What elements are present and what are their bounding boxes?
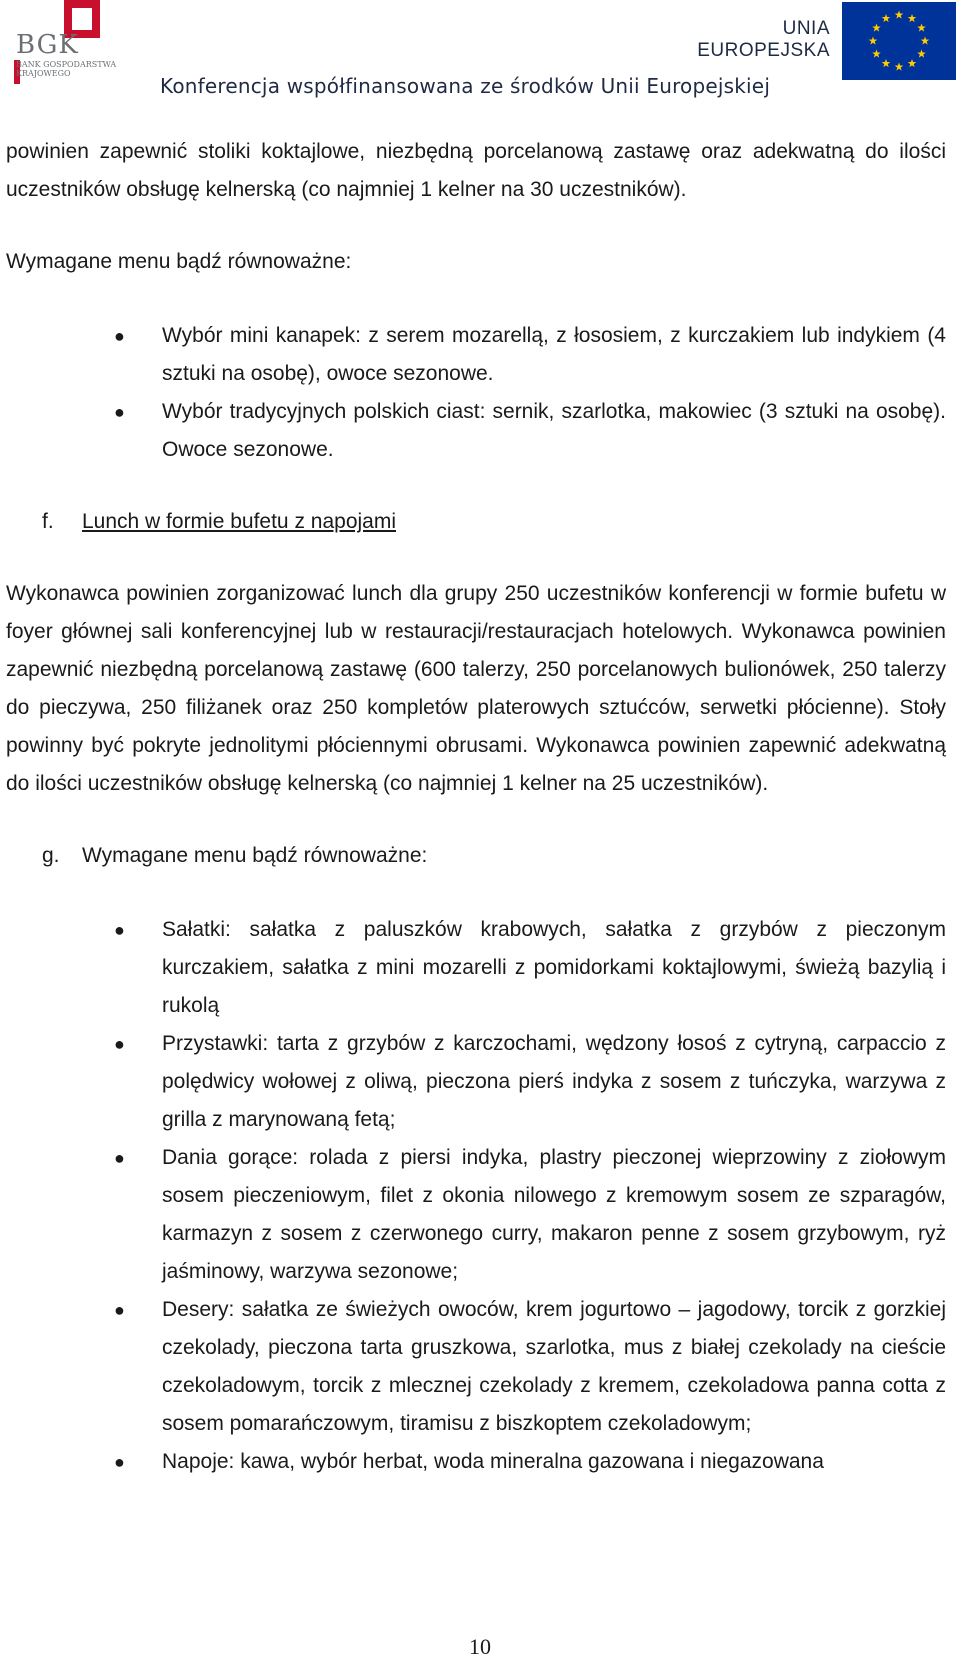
eu-logo-line-2: EUROPEJSKA — [697, 40, 830, 61]
section-g-letter: g. — [42, 844, 60, 867]
bullet-icon: ● — [114, 1148, 125, 1168]
list-item-text: Wybór tradycyjnych polskich ciast: sernik, szarlotka, makowiec (3 sztuki na osobę). Owoce sezonowe. — [162, 400, 946, 461]
list-item — [6, 1025, 946, 1139]
menu-heading: Wymagane menu bądź równoważne: — [6, 250, 352, 273]
bgk-logo-subtitle: BANK GOSPODARSTWA KRAJOWEGO — [16, 60, 117, 78]
list-item-text: Dania gorące: rolada z piersi indyka, plastry pieczonej wieprzowiny z ziołowym sosem pieczeniowym, filet z okonia nilowego z kremowym sosem ze szparagów, karmazyn z sosem z czerwonego curry, makaron penne z sosem grzybowym, ryż jaśminowy, warzywa sezonowe; — [162, 1146, 946, 1283]
section-g-heading — [6, 837, 946, 875]
page-header — [0, 0, 960, 105]
list-item-text: Wybór mini kanapek: z serem mozarellą, z łososiem, z kurczakiem lub indykiem (4 sztuki na osobę), owoce sezonowe. — [162, 324, 946, 385]
list-item — [6, 1139, 946, 1291]
section-f-heading — [6, 503, 946, 541]
list-item-text: Przystawki: tarta z grzybów z karczochami, wędzony łosoś z cytryną, carpaccio z polędwicy wołowej z oliwą, pieczona pierś indyka z sosem z tuńczyka, warzywa z grilla z marynowaną fetą; — [162, 1032, 946, 1131]
page-number: 10 — [469, 1634, 491, 1659]
bullet-icon: ● — [114, 1300, 125, 1320]
paragraph-lunch: Wykonawca powinien zorganizować lunch dla grupy 250 uczestników konferencji w formie bufetu w foyer głównej sali konferencyjnej lub w restauracji/restauracjach hotelowych. Wykonawca powinien zapewnić niezbędną porcelanową zastawę (600 talerzy, 250 porcelanowych bulionówek, 250 talerzy do pieczywa, 250 filiżanek oraz 250 kompletów platerowych sztućców, serwetki płócienne). Stoły powinny być pokryte jednolitymi płóciennymi obrusami. Wykonawca powinien zapewnić adekwatną do ilości uczestników obsługę kelnerską (co najmniej 1 kelner na 25 uczestników). — [6, 582, 946, 795]
list-item-text: Sałatki: sałatka z paluszków krabowych, sałatka z grzybów z pieczonym kurczakiem, sałatka z mini mozarelli z pomidorkami koktajlowymi, świeżą bazylią i rukolą — [162, 918, 946, 1017]
bgk-logo-mark-inner — [72, 8, 92, 30]
bgk-logo-name: BGK — [16, 30, 79, 60]
eu-logo-text — [697, 18, 830, 62]
document-body — [6, 133, 946, 1481]
section-g-title: Wymagane menu bądź równoważne: — [82, 844, 428, 867]
list-item-text: Desery: sałatka ze świeżych owoców, krem jogurtowo – jagodowy, torcik z gorzkiej czekolady, pieczona tarta gruszkowa, szarlotka, mus z białej czekolady na cieście czekoladowym, torcik z mlecznej czekolady z kremem, czekoladowa panna cotta z sosem pomarańczowym, tiramisu z biszkoptem czekoladowym; — [162, 1298, 946, 1435]
list-item — [6, 911, 946, 1025]
header-caption: Konferencja współfinansowana ze środków Unii Europejskiej — [160, 74, 771, 98]
section-f-letter: f. — [42, 510, 54, 533]
eu-logo-line-1: UNIA — [782, 18, 830, 39]
list-item — [6, 1443, 946, 1481]
list-item-text: Napoje: kawa, wybór herbat, woda mineralna gazowana i niegazowana — [162, 1450, 824, 1473]
bullet-icon: ● — [114, 920, 125, 940]
menu-list-coffee — [6, 317, 946, 469]
list-item — [6, 393, 946, 469]
bullet-icon: ● — [114, 1452, 125, 1472]
eu-flag-icon — [842, 2, 956, 80]
list-item — [6, 1291, 946, 1443]
section-f-title: Lunch w formie bufetu z napojami — [82, 510, 397, 533]
paragraph-service: powinien zapewnić stoliki koktajlowe, niezbędną porcelanową zastawę oraz adekwatną do ilości uczestników obsługę kelnerską (co najmniej 1 kelner na 30 uczestników). — [6, 140, 946, 201]
bullet-icon: ● — [114, 1034, 125, 1054]
bullet-icon: ● — [114, 402, 125, 422]
list-item — [6, 317, 946, 393]
menu-list-lunch — [6, 911, 946, 1481]
bgk-logo — [14, 0, 134, 90]
bullet-icon: ● — [114, 326, 125, 346]
